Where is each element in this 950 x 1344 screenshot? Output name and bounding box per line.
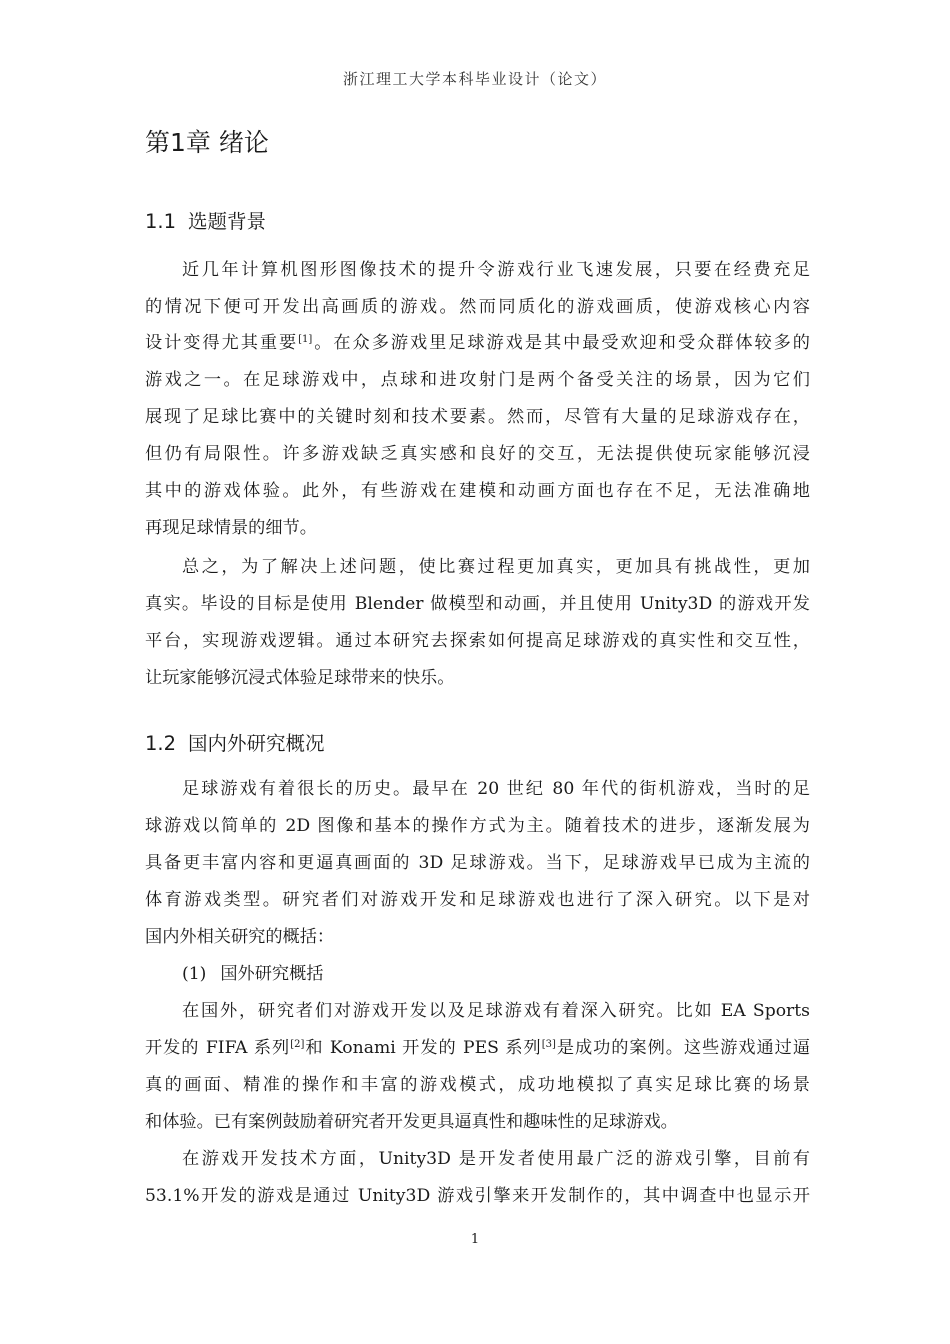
text-line: 足球游戏有着很长的历史。最早在 20 世纪 80 年代的街机游戏，当时的足 bbox=[182, 779, 810, 799]
text-line: 具备更丰富内容和更逼真画面的 3D 足球游戏。当下，足球游戏早已成为主流的 bbox=[145, 853, 810, 873]
text-line: 其中的游戏体验。此外，有些游戏在建模和动画方面也存在不足，无法准确地 bbox=[145, 481, 810, 501]
text-line: 游戏之一。在足球游戏中，点球和进攻射门是两个备受关注的场景，因为它们 bbox=[145, 370, 810, 390]
text-segment: 是成功的案例。这些游戏通过逼 bbox=[555, 1038, 810, 1058]
citation-ref: [1] bbox=[298, 334, 313, 345]
text-line: 和体验。已有案例鼓励着研究者开发更具逼真性和趣味性的足球游戏。 bbox=[145, 1112, 678, 1132]
text-line: 球游戏以简单的 2D 图像和基本的操作方式为主。随着技术的进步，逐渐发展为 bbox=[145, 816, 810, 836]
text-line: 在国外，研究者们对游戏开发以及足球游戏有着深入研究。比如 EA Sports bbox=[182, 1001, 810, 1021]
section-number: 1.2 bbox=[145, 732, 177, 755]
text-segment: 开发的 FIFA 系列 bbox=[145, 1038, 291, 1058]
text-line: 国内外相关研究的概括： bbox=[145, 927, 335, 947]
list-item-label: (1) bbox=[182, 964, 207, 984]
text-line: 53.1%开发的游戏是通过 Unity3D 游戏引擎来开发制作的，其中调查中也显示开 bbox=[145, 1186, 810, 1206]
section-title: 国内外研究概况 bbox=[188, 732, 325, 755]
text-line bbox=[145, 330, 810, 356]
text-segment: 设计变得尤其重要 bbox=[145, 333, 299, 353]
text-line: 体育游戏类型。研究者们对游戏开发和足球游戏也进行了深入研究。以下是对 bbox=[145, 890, 810, 910]
text-line bbox=[145, 1035, 810, 1061]
text-line: 近几年计算机图形图像技术的提升令游戏行业飞速发展，只要在经费充足 bbox=[182, 260, 810, 280]
text-segment: 。在众多游戏里足球游戏是其中最受欢迎和受众群体较多的 bbox=[312, 333, 810, 353]
section-title: 选题背景 bbox=[188, 210, 267, 233]
section-heading-1-2 bbox=[145, 728, 325, 756]
running-header: 浙江理工大学本科毕业设计（论文） bbox=[342, 70, 607, 88]
text-line: 平台，实现游戏逻辑。通过本研究去探索如何提高足球游戏的真实性和交互性， bbox=[145, 631, 810, 651]
text-line: 但仍有局限性。许多游戏缺乏真实感和良好的交互，无法提供使玩家能够沉浸 bbox=[145, 444, 810, 464]
text-segment: 和 Konami 开发的 PES 系列 bbox=[304, 1038, 542, 1058]
text-line: 真实。毕设的目标是使用 Blender 做模型和动画，并且使用 Unity3D 的游戏开发 bbox=[145, 594, 810, 614]
text-line: 展现了足球比赛中的关键时刻和技术要素。然而，尽管有大量的足球游戏存在， bbox=[145, 407, 810, 427]
text-line: 在游戏开发技术方面，Unity3D 是开发者使用最广泛的游戏引擎，目前有 bbox=[182, 1149, 810, 1169]
citation-ref: [3] bbox=[541, 1039, 556, 1050]
text-line: 让玩家能够沉浸式体验足球带来的快乐。 bbox=[145, 668, 455, 688]
text-line: 的情况下便可开发出高画质的游戏。然而同质化的游戏画质，使游戏核心内容 bbox=[145, 297, 810, 317]
list-item-text: 国外研究概括 bbox=[220, 964, 324, 984]
text-line: 再现足球情景的细节。 bbox=[145, 518, 317, 538]
chapter-title: 第1章 绪论 bbox=[145, 128, 269, 157]
citation-ref: [2] bbox=[290, 1039, 305, 1050]
page-number: 1 bbox=[470, 1232, 480, 1247]
list-item bbox=[182, 961, 847, 987]
text-line: 总之，为了解决上述问题，使比赛过程更加真实，更加具有挑战性，更加 bbox=[182, 557, 810, 577]
section-heading-1-1 bbox=[145, 206, 266, 234]
text-line: 真的画面、精准的操作和丰富的游戏模式，成功地模拟了真实足球比赛的场景 bbox=[145, 1075, 810, 1095]
section-number: 1.1 bbox=[145, 210, 177, 233]
